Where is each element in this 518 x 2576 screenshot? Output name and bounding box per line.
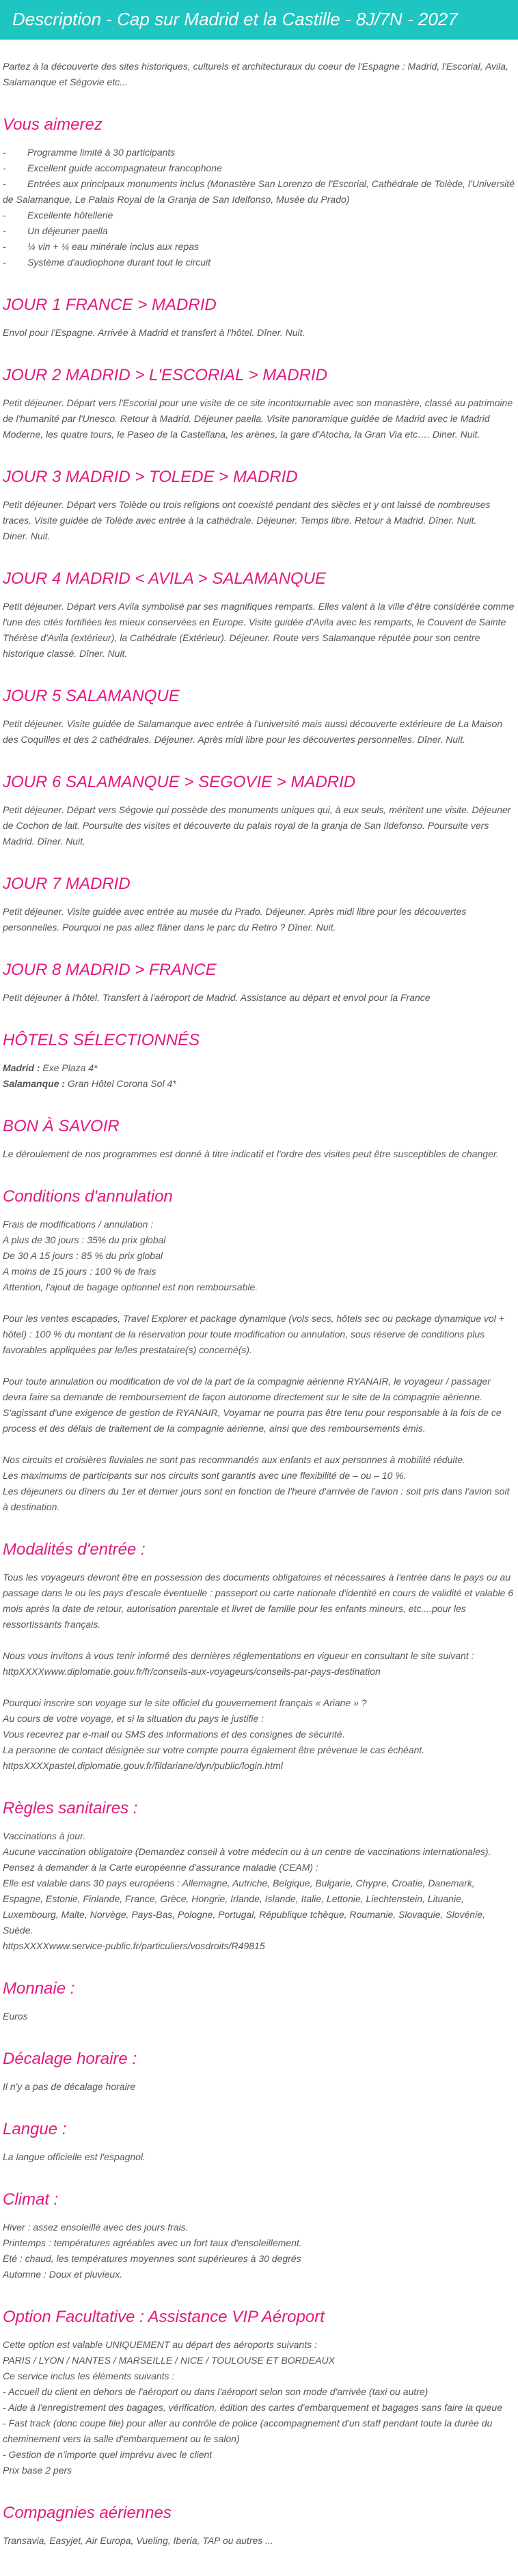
list-item: - Système d'audiophone durant tout le circuit <box>3 257 211 268</box>
conditions-line: A plus de 30 jours : 35% du prix global <box>3 1234 166 1245</box>
section-title-decalage: Décalage horaire : <box>3 2050 137 2068</box>
modalites-line: Pourquoi inscrire son voyage sur le site officiel du gouvernement français « Ariane » ? <box>3 1697 367 1708</box>
section-title-langue: Langue : <box>3 2120 67 2138</box>
list-item: - Un déjeuner paella <box>3 225 108 236</box>
option-line: Cette option est valable UNIQUEMENT au départ des aéroports suivants : <box>3 2339 317 2350</box>
conditions-para-ryanair: Pour toute annulation ou modification de vol de la part de la compagnie aérienne RYANAIR, le voyageur / passager devra faire sa demande de remboursement de façon autonome directement sur le site de la compagnie aérienne. S'agissant d'une exigence de gestion de RYANAIR, Voyamar ne pourra pas être tenu pour responsable à la fois de ce process et des délais de traitement de la compagnie aérienne, ainsi que des remboursements émis. <box>3 1376 502 1434</box>
section-title-climat: Climat : <box>3 2190 59 2209</box>
conditions-para-circuits: Nos circuits et croisières fluviales ne sont pas recommandés aux enfants et aux personnes à mobilité réduite. <box>3 1454 466 1465</box>
sanitaires-link: httpsXXXXwww.service-public.fr/particuliers/vosdroits/R49815 <box>3 1940 265 1951</box>
day-8-text: Petit déjeuner à l'hôtel. Transfert à l'aéroport de Madrid. Assistance au départ et envol pour la France <box>3 992 431 1003</box>
option-line: Prix base 2 pers <box>3 2465 72 2476</box>
sanitaires-line: Pensez à demander à la Carte européenne d'assurance maladie (CEAM) : <box>3 1862 318 1873</box>
main-content <box>0 40 518 2549</box>
intro-text: Partez à la découverte des sites historiques, culturels et architecturaux du coeur de l'Espagne : Madrid, l'Escorial, Avila, Salamanque et Ségovie etc... <box>3 61 508 87</box>
hotel-city: Salamanque : <box>3 1078 66 1089</box>
option-line: - Accueil du client en dehors de l'aéroport ou dans l'aéroport selon son mode d'arrivée (taxi ou autre) <box>3 2386 428 2397</box>
day-1-title: JOUR 1 FRANCE > MADRID <box>3 296 217 314</box>
conditions-line: Frais de modifications / annulation : <box>3 1219 154 1230</box>
hotel-name: Gran Hôtel Corona Sol 4* <box>65 1078 176 1089</box>
section-title-vous-aimerez: Vous aimerez <box>3 115 103 134</box>
hotel-item <box>3 1060 515 1076</box>
climat-line: Hiver : assez ensoleillé avec des jours frais. <box>3 2222 189 2233</box>
day-3-title: JOUR 3 MADRID > TOLEDE > MADRID <box>3 468 298 486</box>
modalites-line: La personne de contact désignée sur votre compte pourra également être prévenue le cas échéant. <box>3 1744 425 1755</box>
conditions-line: A moins de 15 jours : 100 % de frais <box>3 1266 156 1277</box>
vous-aimerez-list <box>3 145 515 270</box>
list-item: - Excellente hôtellerie <box>3 210 113 221</box>
section-title-option: Option Facultative : Assistance VIP Aéroport <box>3 2308 325 2326</box>
section-title-hotels: HÔTELS SÉLECTIONNÉS <box>3 1031 200 1049</box>
option-line: PARIS / LYON / NANTES / MARSEILLE / NICE / TOULOUSE ET BORDEAUX <box>3 2355 335 2366</box>
list-item: - ¼ vin + ¼ eau minérale inclus aux repas <box>3 241 199 252</box>
day-5-text: Petit déjeuner. Visite guidée de Salamanque avec entrée à l'université mais aussi découverte extérieure de La Maison des Coquilles et des 2 cathédrales. Déjeuner. Après midi libre pour les découvertes personnelles. Dîner. Nuit. <box>3 718 503 745</box>
section-title-sanitaires: Règles sanitaires : <box>3 1799 138 1817</box>
section-title-modalites: Modalités d'entrée : <box>3 1540 146 1559</box>
list-item: - Excellent guide accompagnateur francophone <box>3 162 222 173</box>
sanitaires-line: Elle est valable dans 30 pays européens : Allemagne, Autriche, Belgique, Bulgarie, Chypre, Croatie, Danemark, Espagne, Estonie, Finlande, France, Grèce, Hongrie, Irlande, Islande, Italie, Lettonie, Liechtenstein, Lituanie, Luxembourg, Malte, Norvège, Pays-Bas, Pologne, Portugal, République tchèque, Roumanie, Slovaquie, Slovénie, Suède. <box>3 1878 485 1936</box>
option-line: - Aide à l'enregistrement des bagages, vérification, édition des cartes d'embarquement et bagages sans faire la queue <box>3 2402 502 2413</box>
monnaie-text: Euros <box>3 2011 28 2022</box>
langue-text: La langue officielle est l'espagnol. <box>3 2151 146 2162</box>
conditions-line: Attention, l'ajout de bagage optionnel est non remboursable. <box>3 1282 258 1292</box>
day-2-text: Petit déjeuner. Départ vers l'Escorial pour une visite de ce site incontournable avec son monastère, classé au patrimoine de l'humanité par l'Unesco. Retour à Madrid. Déjeuner paella. Visite panoramique guidée de Madrid avec le Madrid Moderne, les quatre tours, le Paseo de la Castellana, les arènes, la gare d'Atocha, la Gran Via etc…. Diner. Nuit. <box>3 397 513 440</box>
decalage-text: Il n'y a pas de décalage horaire <box>3 2081 136 2092</box>
section-title-bon-a-savoir: BON À SAVOIR <box>3 1117 120 1135</box>
compagnies-text: Transavia, Easyjet, Air Europa, Vueling, Iberia, TAP ou autres ... <box>3 2535 273 2546</box>
modalites-para-site: Nous vous invitons à vous tenir informé des dernières réglementations en vigueur en consultant le site suivant : httpXXXXwww.diplomatie.gouv.fr/fr/conseils-aux-voyageurs/conseils-par-pays-destination <box>3 1650 474 1677</box>
hotel-item <box>3 1076 515 1092</box>
list-item: - Programme limité à 30 participants <box>3 147 176 158</box>
option-line: Ce service inclus les éléments suivants : <box>3 2370 175 2381</box>
section-title-monnaie: Monnaie : <box>3 1979 75 1998</box>
day-4-text: Petit déjeuner. Départ vers Avila symbolisé par ses magnifiques remparts. Elles valent à la ville d'être considérée comme l'une des cités fortifiées les mieux conservées en Europe. Visite guidée d'Avila avec les remparts, le Couvent de Sainte Thérèse d'Avila (extérieur), la Cathédrale (Extérieur). Déjeuner. Route vers Salamanque réputée pour son centre historique classé. Dîner. Nuit. <box>3 601 515 659</box>
bon-a-savoir-text: Le déroulement de nos programmes est donné à titre indicatif et l'ordre des visites peut être susceptibles de changer. <box>3 1148 499 1159</box>
climat-line: Été : chaud, les températures moyennes sont supérieures à 30 degrés <box>3 2253 301 2264</box>
day-2-title: JOUR 2 MADRID > L'ESCORIAL > MADRID <box>3 366 327 384</box>
page-title-banner: Description - Cap sur Madrid et la Castille - 8J/7N - 2027 <box>0 0 518 40</box>
conditions-line: De 30 A 15 jours : 85 % du prix global <box>3 1250 163 1261</box>
list-item: - Entrées aux principaux monuments inclus (Monastère San Lorenzo de l'Escorial, Cathédrale de Tolède, l'Université de Salamanque, Le Palais Royal de la Granja de San Idelfonso, Musée du Prado) <box>3 178 515 205</box>
option-line: - Gestion de n'importe quel imprévu avec le client <box>3 2449 213 2460</box>
day-4-title: JOUR 4 MADRID < AVILA > SALAMANQUE <box>3 569 327 588</box>
conditions-para-repas: Les déjeuners ou dîners du 1er et dernier jours sont en fonction de l'heure d'arrivée de l'avion : soit pris dans l'avion soit à destination. <box>3 1486 510 1512</box>
option-line: - Fast track (donc coupe file) pour aller au contrôle de police (accompagnement d'un staff pendant toute la durée du cheminement vers la salle d'embarquement ou le salon) <box>3 2418 493 2444</box>
modalites-link: httpsXXXXpastel.diplomatie.gouv.fr/fildariane/dyn/public/login.html <box>3 1760 283 1771</box>
modalites-line: Vous recevrez par e-mail ou SMS des informations et des consignes de sécurité. <box>3 1729 345 1740</box>
conditions-para-participants: Les maximums de participants sur nos circuits sont garantis avec une flexibilité de – ou – 10 %. <box>3 1470 407 1481</box>
day-7-text: Petit déjeuner. Visite guidée avec entrée au musée du Prado. Déjeuner. Après midi libre pour les découvertes personnelles. Pourquoi ne pas allez flâner dans le parc du Retiro ? Dîner. Nuit. <box>3 906 467 933</box>
day-3-text: Petit déjeuner. Départ vers Tolède ou trois religions ont coexisté pendant des siècles et y ont laissé de nombreuses traces. Visite guidée de Tolède avec entrée à la cathédrale. Déjeuner. Temps libre. Retour à Madrid. Dîner. Nuit. <box>3 499 491 526</box>
section-title-compagnies: Compagnies aériennes <box>3 2504 172 2522</box>
climat-line: Automne : Doux et pluvieux. <box>3 2269 123 2280</box>
conditions-para-ventes: Pour les ventes escapades, Travel Explorer et package dynamique (vols secs, hôtels sec ou package dynamique vol + hôtel) : 100 % du montant de la réservation pour toute modification ou annulation, sous réserve de conditions plus favorables appliquées par le/les prestataire(s) concerné(s). <box>3 1313 504 1355</box>
day-6-title: JOUR 6 SALAMANQUE > SEGOVIE > MADRID <box>3 773 356 791</box>
day-7-title: JOUR 7 MADRID <box>3 875 131 893</box>
sanitaires-line: Aucune vaccination obligatoire (Demandez conseil à votre médecin ou à un centre de vaccinations internationales). <box>3 1846 491 1857</box>
day-3-text-2: Diner. Nuit. <box>3 530 51 541</box>
section-title-conditions: Conditions d'annulation <box>3 1187 173 1206</box>
hotel-city: Madrid : <box>3 1062 40 1073</box>
day-1-text: Envol pour l'Espagne. Arrivée à Madrid et transfert à l'hôtel. Dîner. Nuit. <box>3 327 305 338</box>
climat-line: Printemps : températures agréables avec un fort taux d'ensoleillement. <box>3 2237 302 2248</box>
modalites-para-documents: Tous les voyageurs devront être en possession des documents obligatoires et nécessaires à l'entrée dans le pays ou au passage dans le ou les pays d'escale éventuelle : passeport ou carte nationale d'identité en cours de validité et valable 6 mois après la date de retour, autorisation parentale et livret de famille pour les enfants mineurs, etc....pour les ressortissants français. <box>3 1572 514 1630</box>
day-5-title: JOUR 5 SALAMANQUE <box>3 687 180 705</box>
modalites-line: Au cours de votre voyage, et si la situation du pays le justifie : <box>3 1713 264 1724</box>
sanitaires-line: Vaccinations à jour. <box>3 1830 86 1841</box>
day-6-text: Petit déjeuner. Départ vers Ségovie qui possède des monuments uniques qui, à eux seuls, méritent une visite. Déjeuner de Cochon de lait. Poursuite des visites et découverte du palais royal de la granja de San Ildefonso. Poursuite vers Madrid. Dîner. Nuit. <box>3 804 511 847</box>
hotel-name: Exe Plaza 4* <box>40 1062 98 1073</box>
day-8-title: JOUR 8 MADRID > FRANCE <box>3 961 217 979</box>
